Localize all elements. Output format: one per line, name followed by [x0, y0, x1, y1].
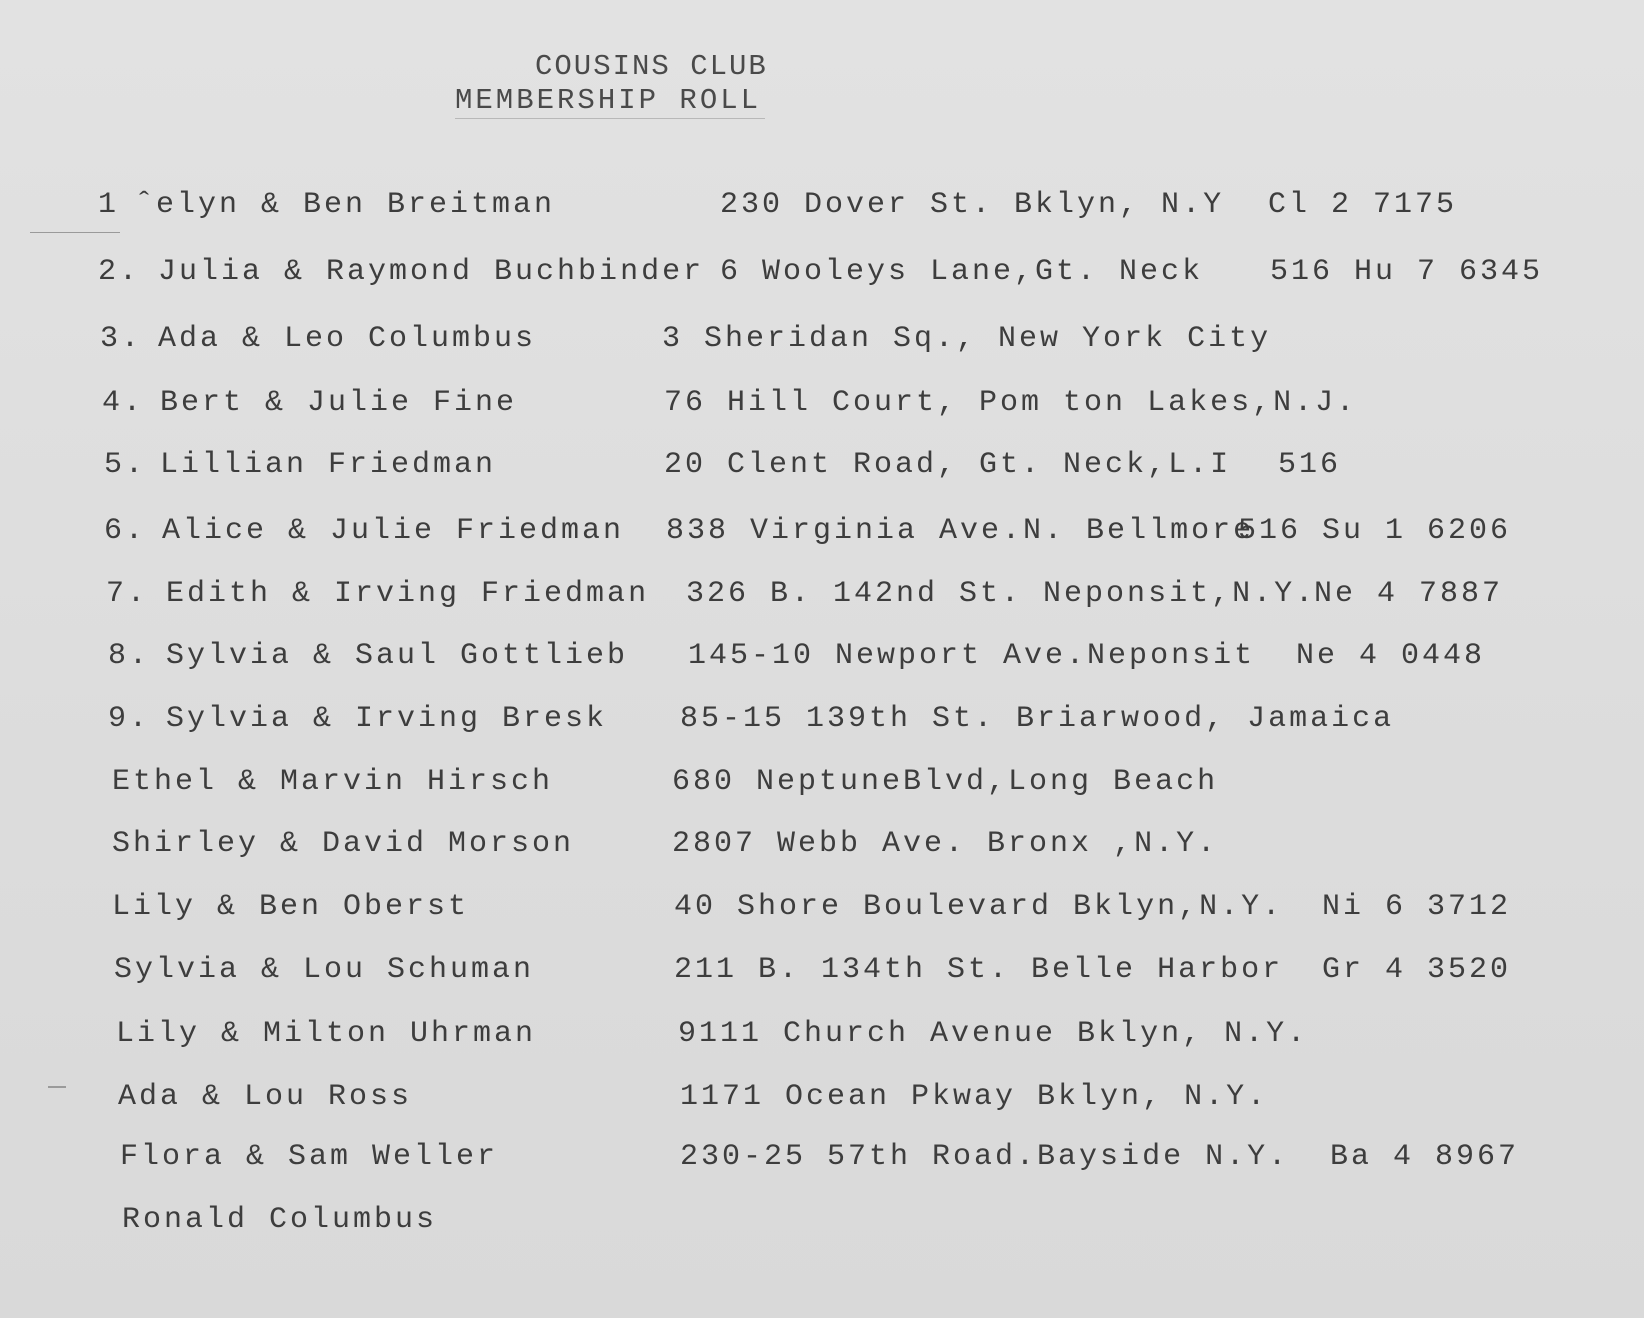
member-address: 838 Virginia Ave.N. Bellmore	[666, 514, 1255, 548]
member-number: 1	[98, 188, 120, 222]
member-address: 76 Hill Court, Pom ton Lakes,N.J.	[664, 386, 1358, 420]
member-phone: Gr 4 3520	[1322, 953, 1512, 987]
member-name: Lily & Milton Uhrman	[116, 1017, 537, 1051]
member-phone: Ne 4 7887	[1314, 577, 1504, 611]
member-name: Sylvia & Lou Schuman	[114, 953, 535, 987]
member-address: 326 B. 142nd St. Neponsit,N.Y.	[686, 577, 1317, 611]
member-number: 6.	[104, 514, 147, 548]
member-name: Julia & Raymond Buchbinder	[158, 255, 705, 289]
member-name: Bert & Julie Fine	[160, 386, 518, 420]
member-name: Ronald Columbus	[122, 1203, 438, 1237]
member-address: 2807 Webb Ave. Bronx ,N.Y.	[672, 827, 1219, 861]
member-name: ˆelyn & Ben Breitman	[135, 188, 556, 222]
stray-mark	[48, 1086, 66, 1088]
member-address: 680 NeptuneBlvd,Long Beach	[672, 765, 1219, 799]
member-address: 85-15 139th St. Briarwood, Jamaica	[680, 702, 1395, 736]
member-name: Lillian Friedman	[160, 448, 497, 482]
member-name: Sylvia & Irving Bresk	[166, 702, 608, 736]
member-address: 6 Wooleys Lane,Gt. Neck	[720, 255, 1204, 289]
member-address: 9111 Church Avenue Bklyn, N.Y.	[678, 1017, 1309, 1051]
member-phone: Ba 4 8967	[1330, 1140, 1520, 1174]
member-name: Shirley & David Morson	[112, 827, 575, 861]
document-title: COUSINS CLUB	[535, 50, 768, 83]
member-name: Edith & Irving Friedman	[166, 577, 650, 611]
member-name: Sylvia & Saul Gottlieb	[166, 639, 629, 673]
member-name: Lily & Ben Oberst	[112, 890, 470, 924]
stray-mark	[30, 232, 120, 233]
member-name: Ada & Leo Columbus	[158, 322, 537, 356]
member-address: 40 Shore Boulevard Bklyn,N.Y.	[674, 890, 1284, 924]
member-address: 211 B. 134th St. Belle Harbor	[674, 953, 1284, 987]
member-number: 5.	[104, 448, 147, 482]
member-address: 20 Clent Road, Gt. Neck,L.I	[664, 448, 1232, 482]
member-name: Ethel & Marvin Hirsch	[112, 765, 554, 799]
member-address: 145-10 Newport Ave.Neponsit	[688, 639, 1256, 673]
member-phone: Cl 2 7175	[1268, 188, 1458, 222]
member-phone: Ni 6 3712	[1322, 890, 1512, 924]
document-subtitle: MEMBERSHIP ROLL	[455, 84, 762, 117]
title-underline	[455, 118, 765, 119]
member-phone: 516 Su 1 6206	[1238, 514, 1512, 548]
member-name: Ada & Lou Ross	[118, 1080, 413, 1114]
member-name: Flora & Sam Weller	[120, 1140, 499, 1174]
member-phone: 516	[1278, 448, 1342, 482]
member-number: 8.	[108, 639, 151, 673]
member-number: 2.	[98, 255, 141, 289]
member-address: 230-25 57th Road.Bayside N.Y.	[680, 1140, 1290, 1174]
member-number: 3.	[100, 322, 143, 356]
member-number: 4.	[102, 386, 145, 420]
member-number: 9.	[108, 702, 151, 736]
member-address: 1171 Ocean Pkway Bklyn, N.Y.	[680, 1080, 1269, 1114]
member-address: 3 Sheridan Sq., New York City	[662, 322, 1272, 356]
member-phone: 516 Hu 7 6345	[1270, 255, 1544, 289]
member-phone: Ne 4 0448	[1296, 639, 1486, 673]
member-number: 7.	[106, 577, 149, 611]
member-address: 230 Dover St. Bklyn, N.Y	[720, 188, 1225, 222]
member-name: Alice & Julie Friedman	[162, 514, 625, 548]
